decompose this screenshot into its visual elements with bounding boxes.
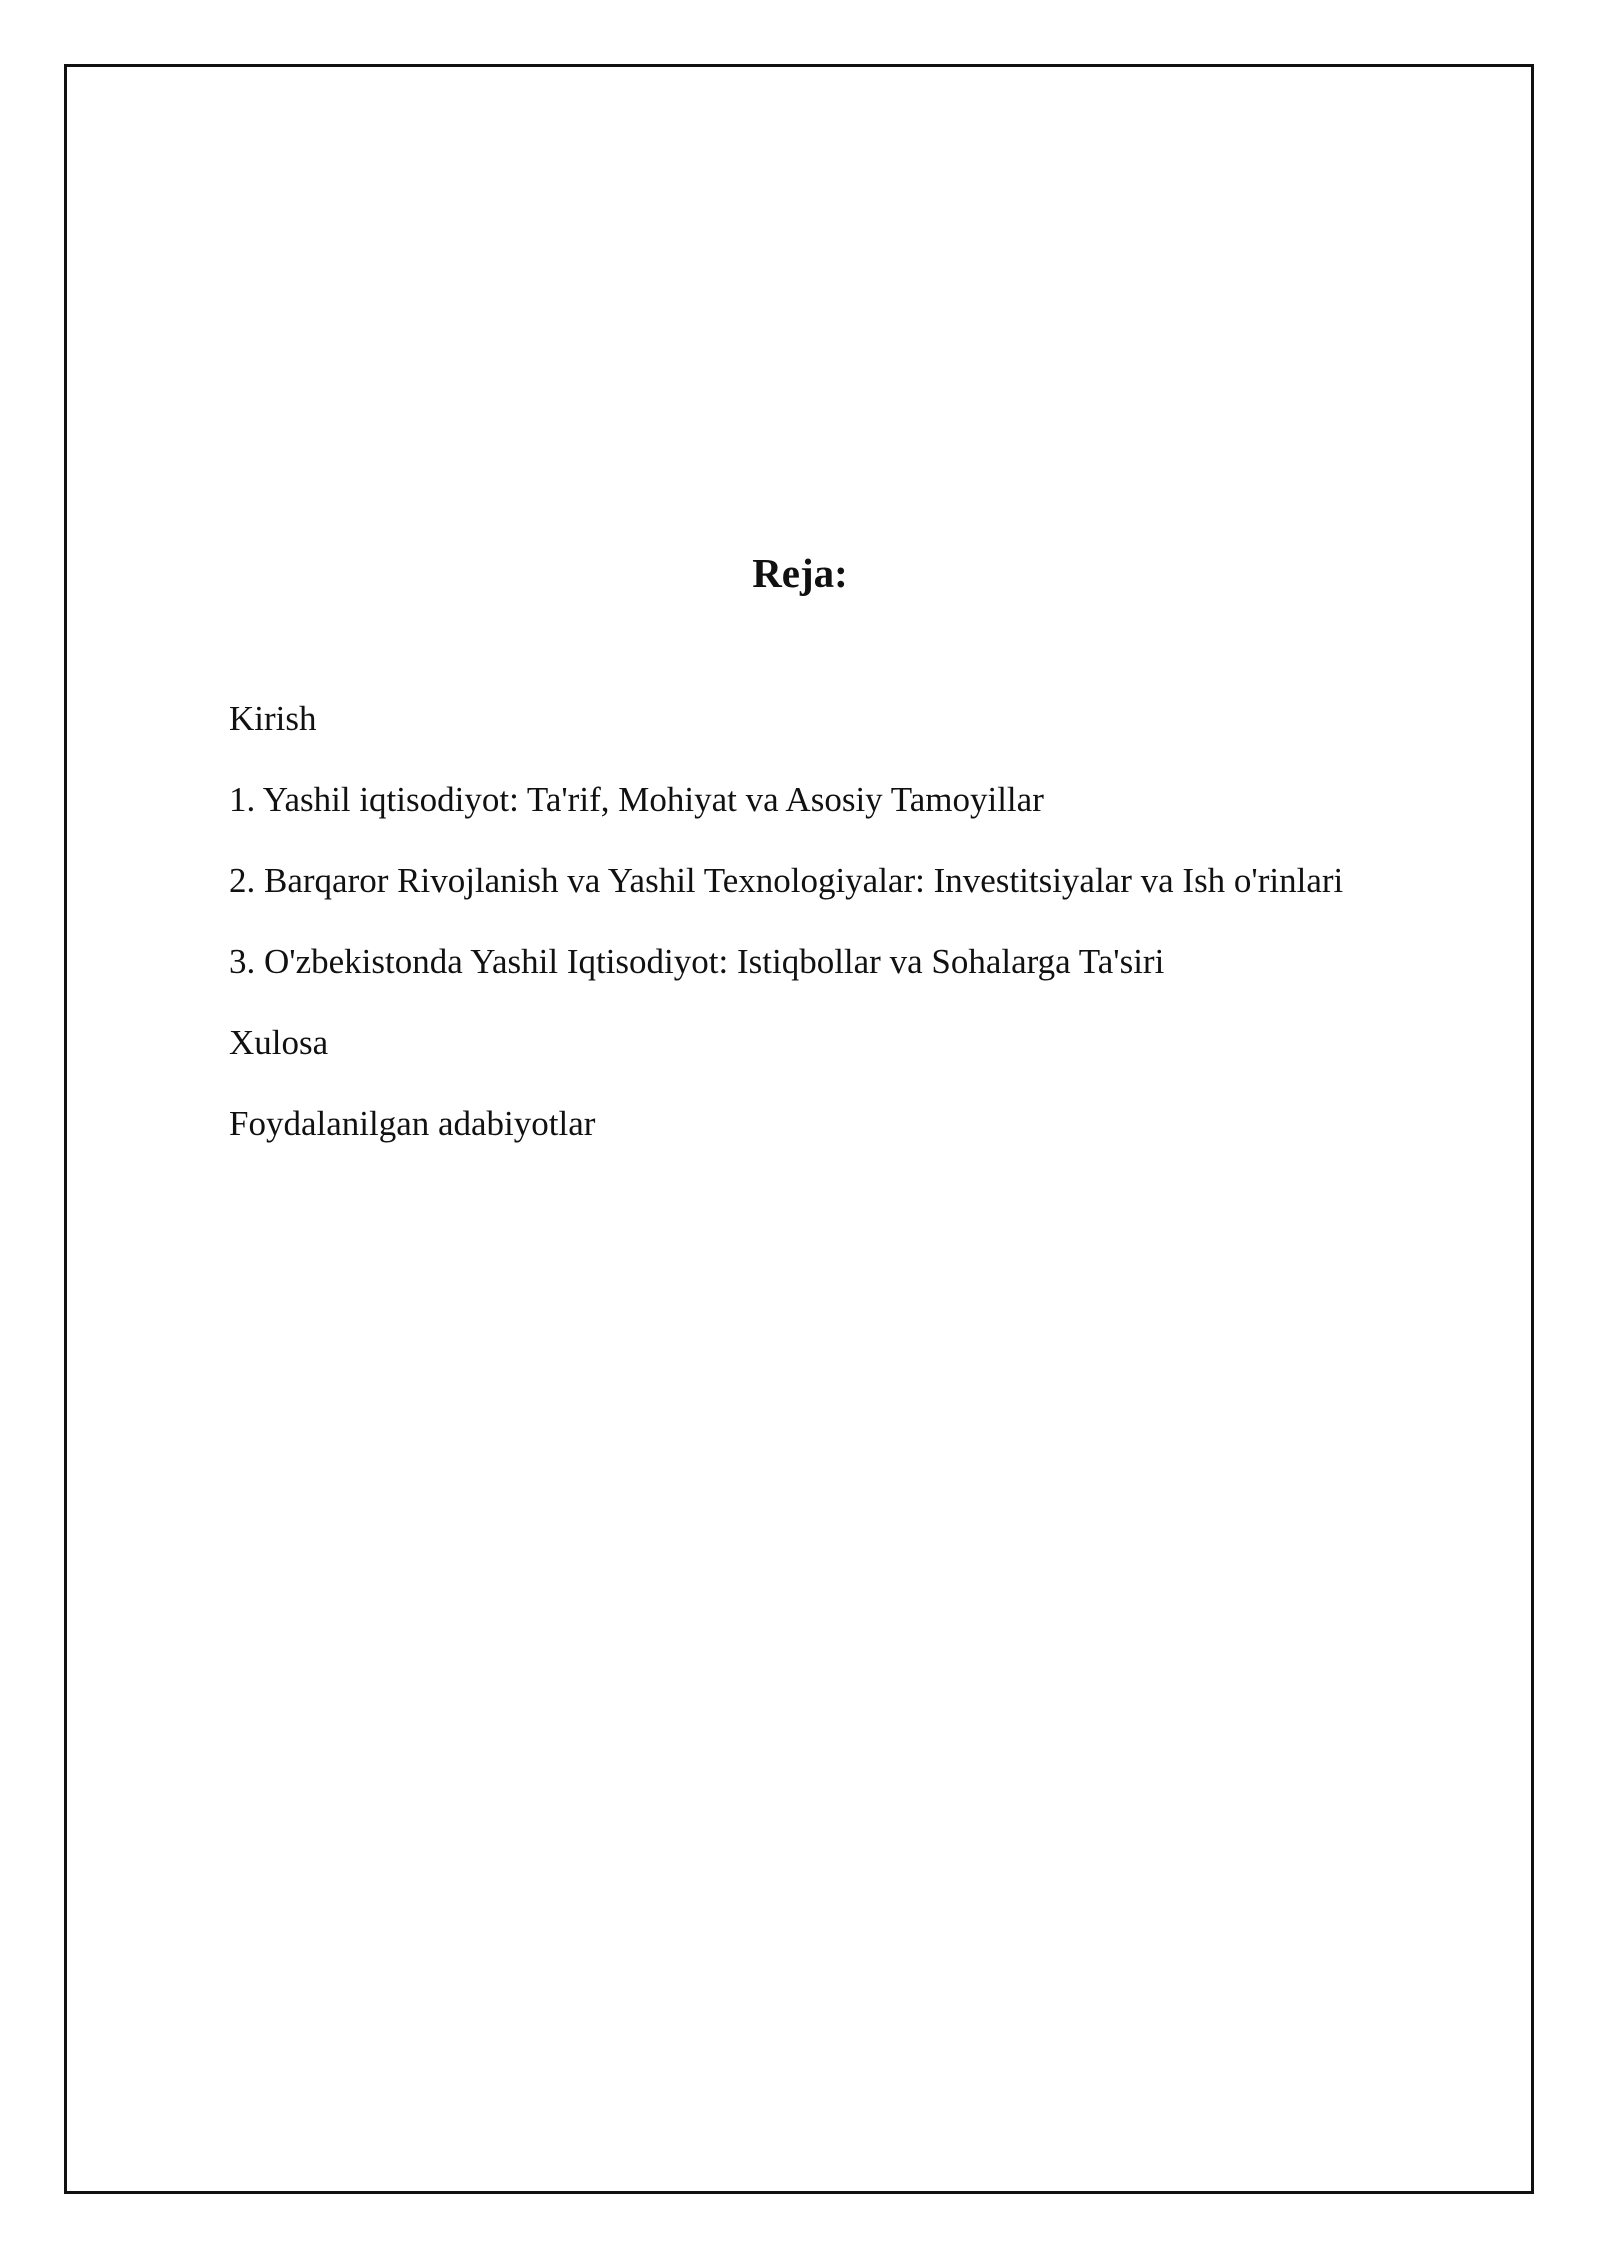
toc-item-conclusion: Xulosa (229, 1023, 329, 1062)
toc-item-section-2: 2. Barqaror Rivojlanish va Yashil Texnologiyalar: Investitsiyalar va Ish o'rinlari (229, 861, 1344, 900)
toc-item-section-3: 3. O'zbekistonda Yashil Iqtisodiyot: Istiqbollar va Sohalarga Ta'siri (229, 942, 1165, 981)
toc-item-section-1: 1. Yashil iqtisodiyot: Ta'rif, Mohiyat va Asosiy Tamoyillar (229, 780, 1044, 819)
toc-item-references: Foydalanilgan adabiyotlar (229, 1104, 596, 1143)
page-title: Reja: (752, 550, 848, 596)
toc-item-introduction: Kirish (229, 699, 317, 738)
table-of-contents (229, 698, 1343, 1184)
